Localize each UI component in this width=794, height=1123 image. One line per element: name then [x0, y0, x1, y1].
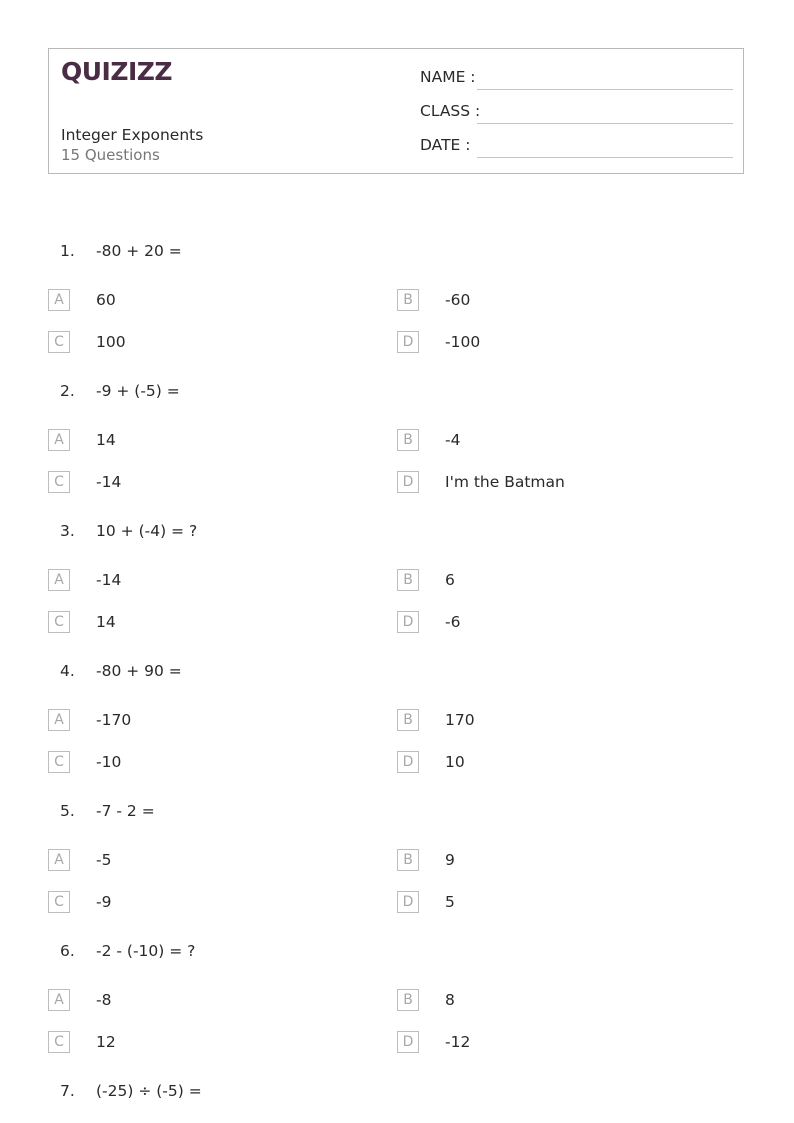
option-text: -6 — [445, 613, 461, 631]
question-count: 15 Questions — [61, 146, 160, 164]
name-line — [477, 89, 733, 90]
option-text: -170 — [96, 711, 132, 729]
option-text: -60 — [445, 291, 471, 309]
option-text: 6 — [445, 571, 455, 589]
question-number: 5. — [60, 802, 75, 820]
option-letter-box[interactable]: B — [397, 709, 419, 731]
question-text: -80 + 20 = — [96, 242, 182, 260]
option-letter-box[interactable]: A — [48, 429, 70, 451]
option-text: -9 — [96, 893, 112, 911]
option-letter-box[interactable]: B — [397, 849, 419, 871]
option-letter-box[interactable]: B — [397, 429, 419, 451]
question-text: -80 + 90 = — [96, 662, 182, 680]
option-letter-box[interactable]: A — [48, 849, 70, 871]
option-letter-box[interactable]: D — [397, 891, 419, 913]
option-letter-box[interactable]: C — [48, 471, 70, 493]
option-text: 170 — [445, 711, 475, 729]
question-text: (-25) ÷ (-5) = — [96, 1082, 202, 1100]
option-text: -100 — [445, 333, 481, 351]
question-number: 4. — [60, 662, 75, 680]
option-text: -10 — [96, 753, 122, 771]
option-letter-box[interactable]: B — [397, 989, 419, 1011]
option-text: 60 — [96, 291, 116, 309]
question-number: 1. — [60, 242, 75, 260]
option-letter-box[interactable]: D — [397, 751, 419, 773]
question-text: -9 + (-5) = — [96, 382, 180, 400]
option-letter-box[interactable]: A — [48, 709, 70, 731]
question-number: 7. — [60, 1082, 75, 1100]
option-letter-box[interactable]: D — [397, 611, 419, 633]
option-letter-box[interactable]: B — [397, 569, 419, 591]
option-letter-box[interactable]: A — [48, 289, 70, 311]
question-text: 10 + (-4) = ? — [96, 522, 198, 540]
option-text: -14 — [96, 571, 122, 589]
class-line — [477, 123, 733, 124]
option-letter-box[interactable]: C — [48, 1031, 70, 1053]
date-label: DATE : — [420, 136, 471, 154]
question-text: -7 - 2 = — [96, 802, 155, 820]
option-text: 8 — [445, 991, 455, 1009]
option-text: -5 — [96, 851, 112, 869]
date-line — [477, 157, 733, 158]
option-letter-box[interactable]: C — [48, 751, 70, 773]
option-text: 10 — [445, 753, 465, 771]
question-number: 2. — [60, 382, 75, 400]
name-label: NAME : — [420, 68, 476, 86]
option-text: -12 — [445, 1033, 471, 1051]
question-number: 3. — [60, 522, 75, 540]
worksheet-title: Integer Exponents — [61, 126, 204, 144]
option-letter-box[interactable]: C — [48, 331, 70, 353]
option-text: 9 — [445, 851, 455, 869]
option-letter-box[interactable]: D — [397, 471, 419, 493]
option-text: -8 — [96, 991, 112, 1009]
option-letter-box[interactable]: A — [48, 569, 70, 591]
question-text: -2 - (-10) = ? — [96, 942, 196, 960]
question-number: 6. — [60, 942, 75, 960]
option-text: -14 — [96, 473, 122, 491]
worksheet-header — [48, 48, 744, 174]
option-letter-box[interactable]: D — [397, 331, 419, 353]
option-text: I'm the Batman — [445, 473, 565, 491]
option-letter-box[interactable]: C — [48, 891, 70, 913]
option-text: 14 — [96, 613, 116, 631]
option-text: 12 — [96, 1033, 116, 1051]
quizizz-logo: QUIZIZZ — [61, 57, 173, 86]
option-text: -4 — [445, 431, 461, 449]
option-letter-box[interactable]: A — [48, 989, 70, 1011]
option-letter-box[interactable]: D — [397, 1031, 419, 1053]
option-text: 14 — [96, 431, 116, 449]
class-label: CLASS : — [420, 102, 481, 120]
option-letter-box[interactable]: B — [397, 289, 419, 311]
option-text: 5 — [445, 893, 455, 911]
option-letter-box[interactable]: C — [48, 611, 70, 633]
option-text: 100 — [96, 333, 126, 351]
